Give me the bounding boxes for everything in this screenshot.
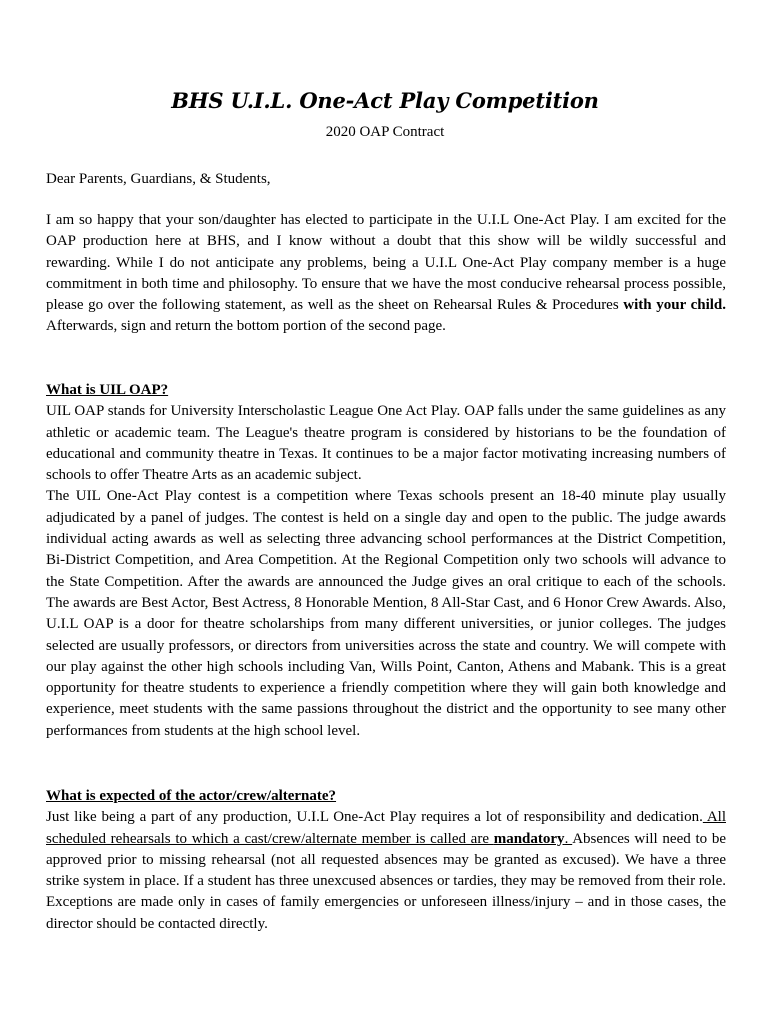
section-paragraph — [46, 807, 726, 935]
intro-text-1: I am so happy that your son/daughter has elected to participate in the U.I.L One-Act Play. I am excited for the OAP production here at BHS, and I know without a doubt that this show will be wildly successful and rewarding. While I do not anticipate any problems, being a U.I.L One-Act Play company member is a huge commitment in both time and philosophy. To ensure that we have the most conducive rehearsal process possible, please go over the following statement, as well as the sheet on Rehearsal Rules & Procedures — [46, 212, 726, 314]
section-what-is-expected — [46, 786, 726, 935]
intro-paragraph — [46, 210, 726, 338]
section-heading: What is expected of the actor/crew/alternate? — [46, 788, 337, 804]
mandatory-text: mandatory — [493, 830, 565, 847]
expected-underlined-text: All scheduled rehearsals to which a cast/crew/alternate member is called are — [46, 809, 726, 847]
intro-text-2: Afterwards, sign and return the bottom portion of the second page. — [46, 318, 446, 335]
section-what-is-uil-oap — [46, 380, 726, 742]
document-subtitle: 2020 OAP Contract — [325, 124, 445, 140]
greeting: Dear Parents, Guardians, & Students, — [46, 171, 271, 187]
intro-bold-text: with your child. — [623, 297, 727, 314]
expected-underlined-text-2: . — [564, 830, 573, 847]
section-heading: What is UIL OAP? — [46, 382, 169, 398]
section-paragraph: The UIL One-Act Play contest is a competition where Texas schools present an 18-40 minute play usually adjudicated by a panel of judges. The contest is held on a single day and open to the public. The judge awards individual acting awards as well as selecting three advancing school performances at the District Competition, Bi-District Competition, and Area Competition. At the Regional Competition only two schools will advance to the State Competition. After the awards are announced the Judge gives an oral critique to each of the schools. The awards are Best Actor, Best Actress, 8 Honorable Mention, 8 All-Star Cast, and 6 Honor Crew Awards. Also, U.I.L OAP is a door for theatre scholarships from many different universities, or junior colleges. The judges selected are usually professors, or directors from universities across the state and country. We will compete with our play against the other high schools including Van, Wills Point, Canton, Athens and Mabank. This is a great opportunity for theatre students to experience a friendly competition where they will gain both knowledge and experience, meet students with the same passions throughout the district and the opportunity to see many other performances from students at the high school level. — [46, 488, 726, 739]
section-paragraph: UIL OAP stands for University Interscholastic League One Act Play. OAP falls under the same guidelines as any athletic or academic team. The League's theatre program is considered by historians to be the foundation of educational and community theatre in Texas. It continues to be a major factor motivating increasing numbers of schools to offer Theatre Arts as an academic subject. — [46, 403, 726, 484]
document-title: BHS U.I.L. One-Act Play Competition — [171, 88, 599, 113]
expected-text-1: Just like being a part of any production, U.I.L One-Act Play requires a lot of responsibility and dedication. — [46, 809, 703, 826]
expected-text-2: Absences will need to be approved prior to missing rehearsal (not all requested absences may be granted as excused). We have a three strike system in place. If a student has three unexcused absences or tardies, they may be removed from their role. Exceptions are made only in cases of family emergencies or unforeseen illness/injury – and in those cases, the director should be contacted directly. — [46, 830, 726, 932]
